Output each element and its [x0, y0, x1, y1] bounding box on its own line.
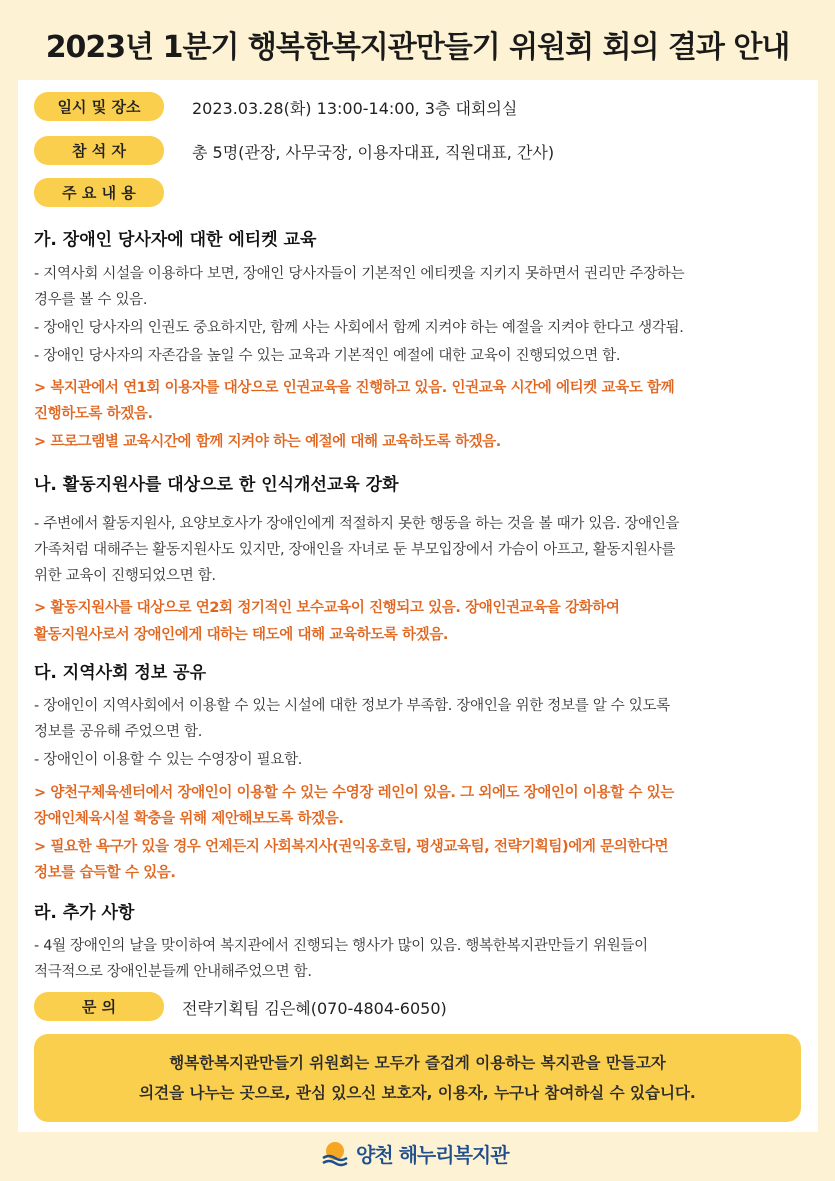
- content-label-pill: 주 요 내 용: [34, 178, 164, 207]
- section-response: 장애인체육시설 확충을 위해 제안해보도록 하겠음.: [34, 811, 344, 827]
- attendees-value: 총 5명(관장, 사무국장, 이용자대표, 직원대표, 간사): [192, 143, 555, 162]
- section-heading: 다. 지역사회 정보 공유: [34, 663, 207, 683]
- section-line: 위한 교육이 진행되었으면 함.: [34, 568, 216, 584]
- section-response: 진행하도록 하겠음.: [34, 406, 153, 422]
- section-response: 정보를 습득할 수 있음.: [34, 865, 176, 881]
- section-response: 활동지원사로서 장애인에게 대하는 태도에 대해 교육하도록 하겠음.: [34, 627, 448, 643]
- section-line: - 장애인 당사자의 자존감을 높일 수 있는 교육과 기본적인 예절에 대한 교육이 진행되었으면 함.: [34, 348, 621, 364]
- datetime-value: 2023.03.28(화) 13:00-14:00, 3층 대회의실: [192, 99, 518, 118]
- organization-logo: [320, 1138, 509, 1168]
- sun-over-water-logo-icon: [320, 1138, 350, 1168]
- datetime-label-pill: 일시 및 장소: [34, 92, 164, 121]
- footer-line: 행복한복지관만들기 위원회는 모두가 즐겁게 이용하는 복지관을 만들고자: [169, 1054, 666, 1072]
- footer-line: 의견을 나누는 곳으로, 관심 있으신 보호자, 이용자, 누구나 참여하실 수 있습니다.: [139, 1084, 696, 1102]
- section-response: > 복지관에서 연1회 이용자를 대상으로 인권교육을 진행하고 있음. 인권교육 시간에 에티켓 교육도 함께: [34, 380, 675, 396]
- section-response: > 활동지원사를 대상으로 연2회 정기적인 보수교육이 진행되고 있음. 장애인권교육을 강화하여: [34, 600, 620, 616]
- section-response: > 필요한 욕구가 있을 경우 언제든지 사회복지사(권익옹호팀, 평생교육팀, 전략기획팀)에게 문의한다면: [34, 839, 669, 855]
- section-line: - 장애인이 지역사회에서 이용할 수 있는 시설에 대한 정보가 부족함. 장애인을 위한 정보를 알 수 있도록: [34, 698, 670, 714]
- section-line: 경우를 볼 수 있음.: [34, 292, 148, 308]
- section-line: - 장애인이 이용할 수 있는 수영장이 필요함.: [34, 752, 303, 768]
- section-line: 정보를 공유해 주었으면 함.: [34, 724, 203, 740]
- logo-text: 양천 해누리복지관: [356, 1142, 509, 1167]
- contact-value: 전략기획팀 김은혜(070-4804-6050): [182, 999, 447, 1018]
- contact-label-pill: 문 의: [34, 992, 164, 1021]
- footer-notice: [34, 1034, 801, 1122]
- content-card: [18, 80, 818, 1132]
- section-heading: 가. 장애인 당사자에 대한 에티켓 교육: [34, 230, 317, 250]
- section-line: 가족처럼 대해주는 활동지원사도 있지만, 장애인을 자녀로 둔 부모입장에서 가슴이 아프고, 활동지원사를: [34, 542, 676, 558]
- section-heading: 라. 추가 사항: [34, 903, 135, 923]
- section-line: 적극적으로 장애인분들께 안내해주었으면 함.: [34, 964, 312, 980]
- attendees-label-pill: 참 석 자: [34, 136, 164, 165]
- section-line: - 4월 장애인의 날을 맞이하여 복지관에서 진행되는 행사가 많이 있음. 행복한복지관만들기 위원들이: [34, 938, 648, 954]
- section-line: - 주변에서 활동지원사, 요양보호사가 장애인에게 적절하지 못한 행동을 하는 것을 볼 때가 있음. 장애인을: [34, 516, 680, 532]
- section-line: - 지역사회 시설을 이용하다 보면, 장애인 당사자들이 기본적인 에티켓을 지키지 못하면서 권리만 주장하는: [34, 266, 685, 282]
- section-line: - 장애인 당사자의 인권도 중요하지만, 함께 사는 사회에서 함께 지켜야 하는 예절을 지켜야 한다고 생각됨.: [34, 320, 684, 336]
- section-response: > 양천구체육센터에서 장애인이 이용할 수 있는 수영장 레인이 있음. 그 외에도 장애인이 이용할 수 있는: [34, 785, 674, 801]
- section-heading: 나. 활동지원사를 대상으로 한 인식개선교육 강화: [34, 475, 399, 495]
- page-title: 2023년 1분기 행복한복지관만들기 위원회 회의 결과 안내: [45, 30, 790, 65]
- section-response: > 프로그램별 교육시간에 함께 지켜야 하는 예절에 대해 교육하도록 하겠음.: [34, 434, 501, 450]
